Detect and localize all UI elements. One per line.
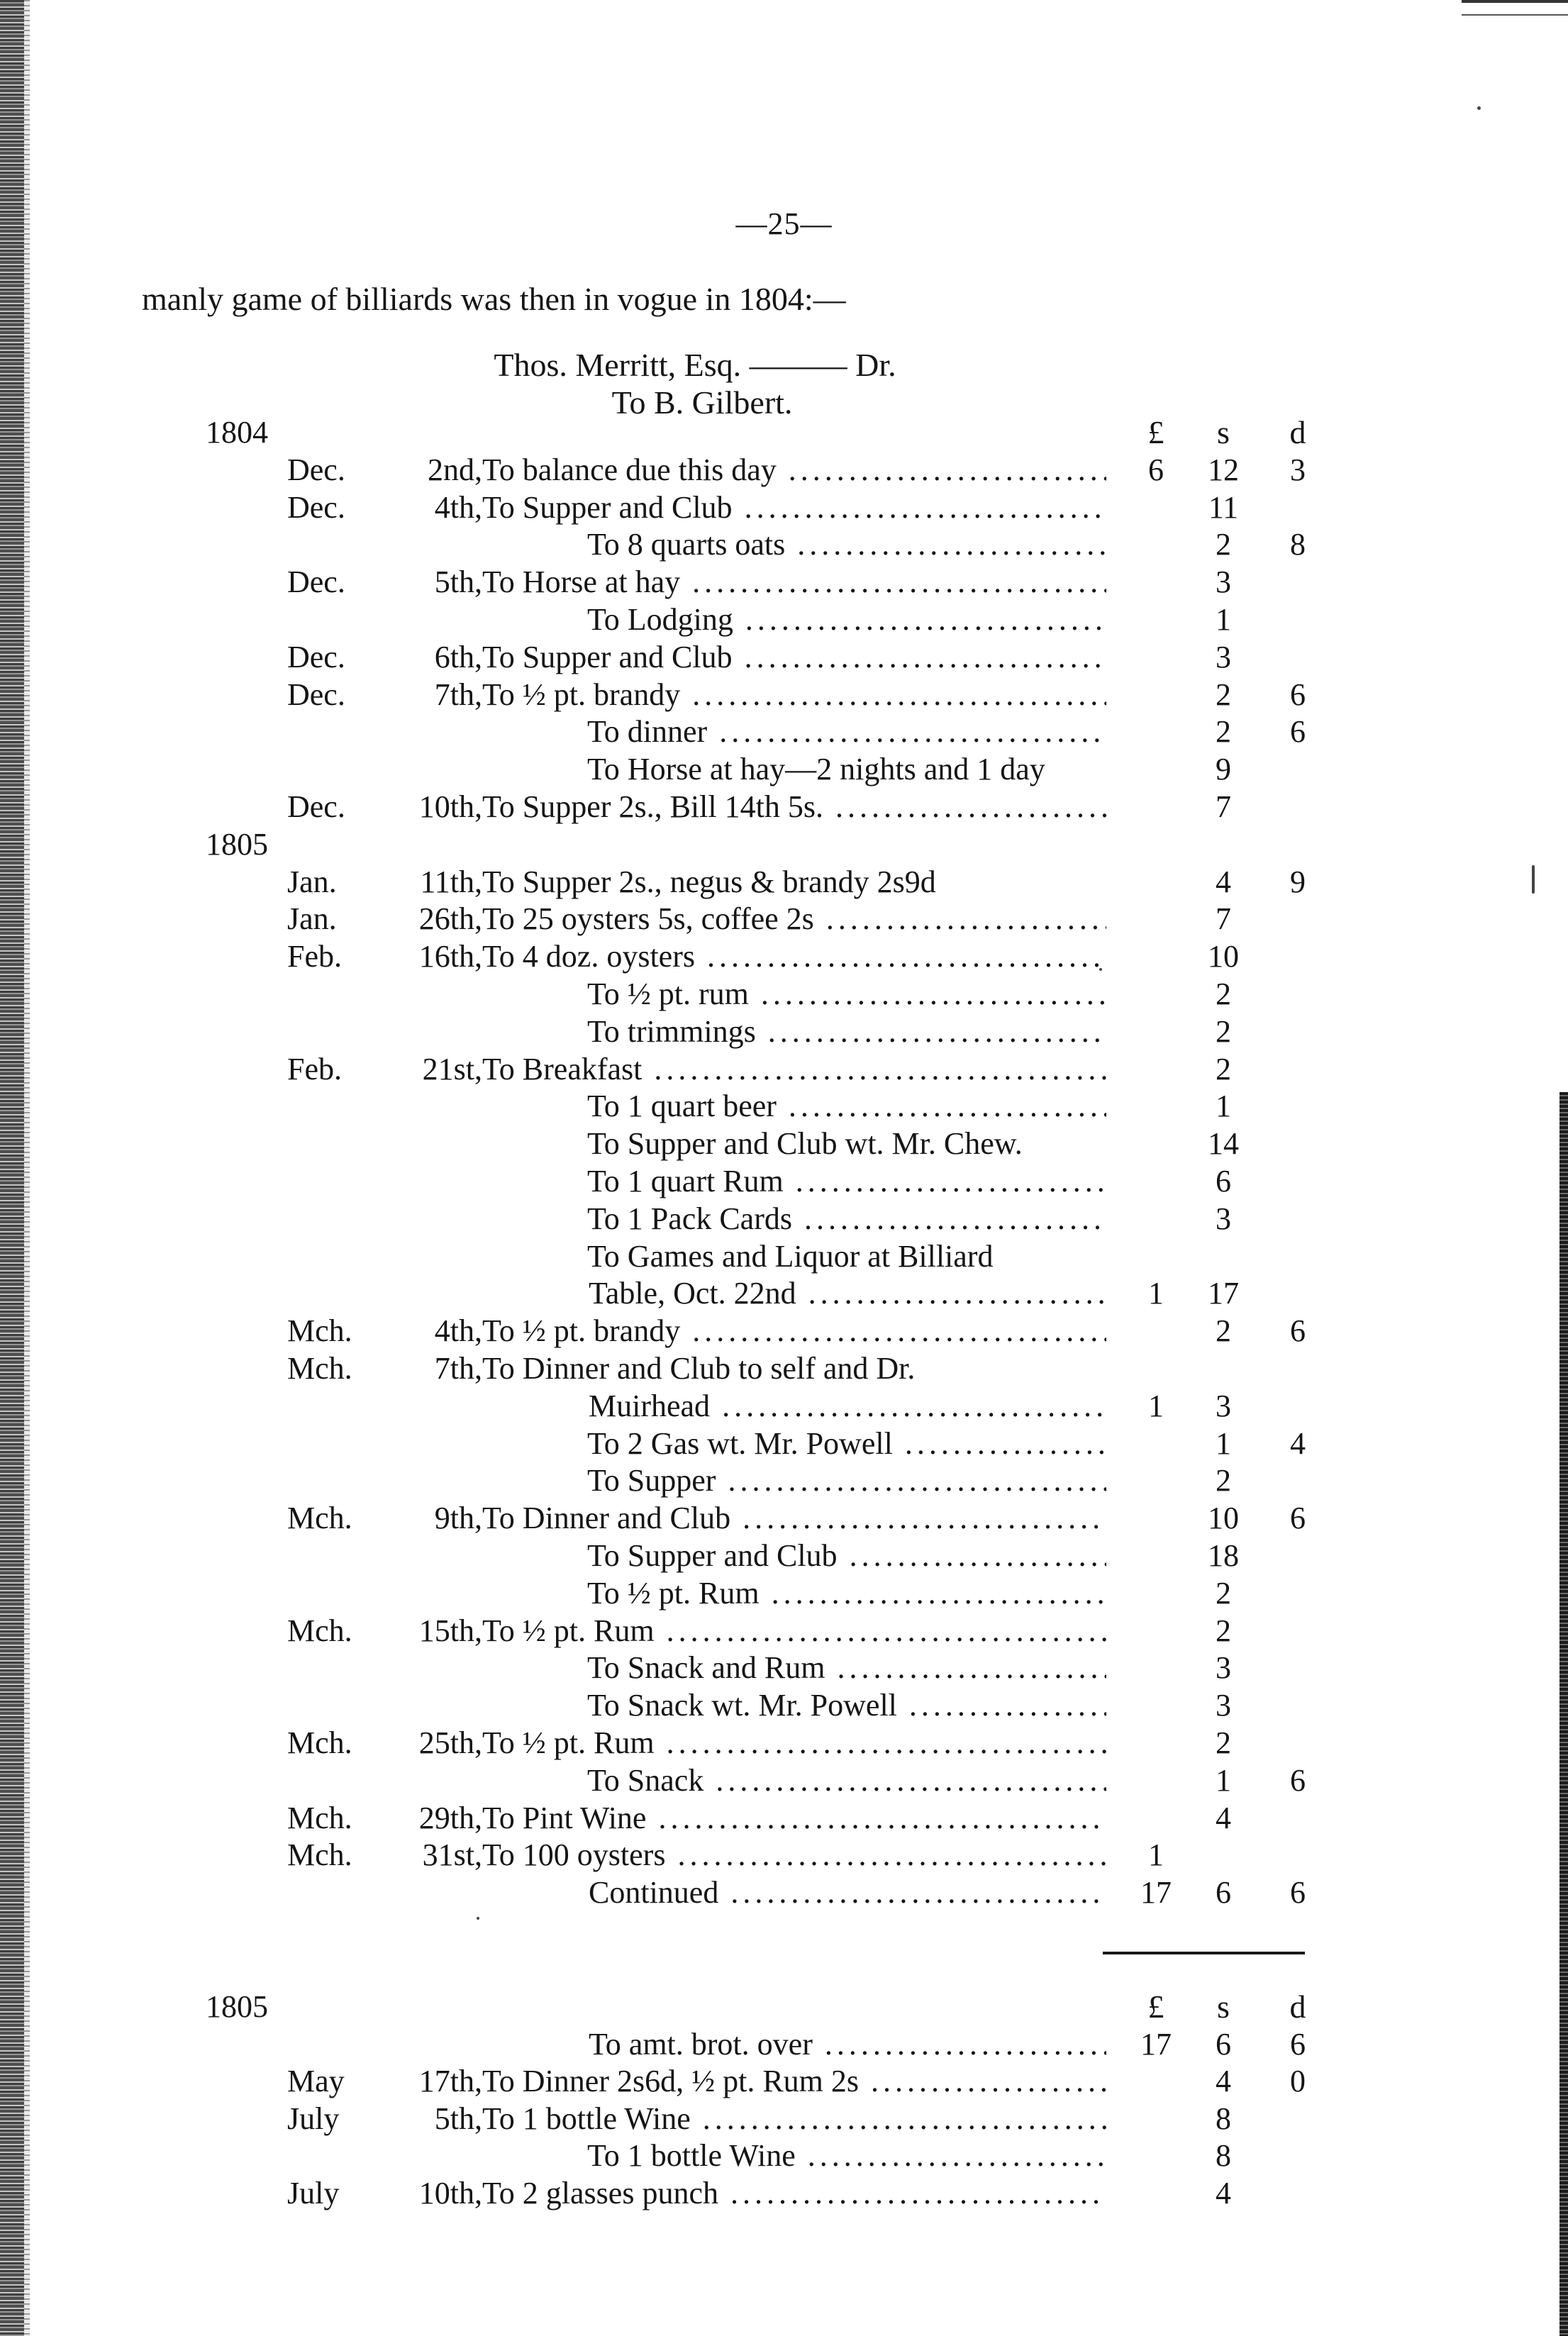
entry-description-text: To ½ pt. Rum ..... xyxy=(482,1613,1106,1648)
amount-shillings: 1 xyxy=(1216,1089,1231,1124)
amount-shillings: 1 xyxy=(1216,1762,1231,1798)
entry-description xyxy=(482,1649,1106,1687)
amount-pence: 3 xyxy=(1290,452,1306,487)
ledger-row xyxy=(0,975,1568,1013)
entry-description xyxy=(482,900,1106,938)
entry-description-text: To balance due this day ..... xyxy=(482,452,1106,487)
entry-description-text: To ½ pt. rum ..... xyxy=(482,977,1106,1011)
pounds-column-header: £ xyxy=(1147,1989,1164,2025)
amount-shillings: 6 xyxy=(1216,1164,1231,1198)
amount-shillings: 4 xyxy=(1216,2064,1231,2098)
ledger-row xyxy=(0,1200,1568,1238)
ledger-row xyxy=(0,1387,1568,1425)
entry-description-text: To Supper ..... xyxy=(482,1463,1106,1498)
entry-description xyxy=(482,676,1106,714)
entry-day: 16th, xyxy=(418,939,482,974)
entry-description-text: To ½ pt. brandy ..... xyxy=(482,677,1106,712)
amount-shillings: 2 xyxy=(1216,977,1231,1011)
pounds-column-header: £ xyxy=(1147,414,1164,450)
entry-description-text: To Supper 2s., Bill 14th 5s. ..... xyxy=(482,789,1106,824)
amount-shillings: 3 xyxy=(1216,1201,1231,1236)
ledger-row xyxy=(0,1050,1568,1089)
ledger-row xyxy=(0,1686,1568,1725)
amount-shillings: 17 xyxy=(1208,1276,1239,1311)
ledger-row xyxy=(0,525,1568,564)
amount-pence: 6 xyxy=(1290,677,1306,712)
amount-shillings: 2 xyxy=(1216,677,1231,712)
account-subheading: To B. Gilbert. xyxy=(611,384,793,421)
entry-day: 26th, xyxy=(418,901,482,937)
entry-description xyxy=(482,489,1106,527)
ledger-row xyxy=(0,1874,1568,1912)
amount-pence: 4 xyxy=(1290,1425,1306,1461)
entry-description xyxy=(482,1237,1106,1276)
shillings-column-header: s xyxy=(1217,1989,1230,2025)
entry-description xyxy=(482,1462,1106,1500)
amount-shillings: 4 xyxy=(1216,864,1231,899)
entry-description xyxy=(482,1312,1106,1350)
entry-month: Dec. xyxy=(287,789,345,824)
amount-shillings: 2 xyxy=(1216,1575,1231,1611)
ledger-row xyxy=(0,1762,1568,1800)
ledger-row xyxy=(0,676,1568,714)
entry-description xyxy=(482,1612,1106,1650)
amount-shillings: 7 xyxy=(1216,789,1231,824)
entry-day: 10th, xyxy=(418,2175,482,2210)
entry-description xyxy=(482,863,1106,901)
entry-month: Feb. xyxy=(287,939,342,974)
ledger-row xyxy=(0,2062,1568,2101)
entry-description xyxy=(482,2174,1106,2213)
amount-shillings: 3 xyxy=(1216,1388,1231,1423)
entry-day: 5th, xyxy=(434,564,482,600)
entry-month: Jan. xyxy=(287,864,337,899)
amount-pounds: 6 xyxy=(1148,452,1164,487)
entry-month: Mch. xyxy=(287,1613,352,1648)
entry-description-text: To ½ pt. brandy ..... xyxy=(482,1313,1106,1348)
entry-description-text: To 1 Pack Cards ..... xyxy=(482,1201,1106,1236)
entry-description-text: Table, Oct. 22nd ..... xyxy=(482,1276,1106,1311)
entry-day: 17th, xyxy=(418,2064,482,2098)
entry-day: 15th, xyxy=(418,1613,482,1648)
entry-description xyxy=(482,1537,1106,1575)
ledger-row xyxy=(0,451,1568,489)
entry-month: Dec. xyxy=(287,452,345,487)
amount-shillings: 10 xyxy=(1208,1501,1239,1536)
ledger-row xyxy=(0,2174,1568,2213)
entry-description xyxy=(482,2062,1106,2101)
entry-day: 21st, xyxy=(422,1051,482,1086)
entry-description-text: To 25 oysters 5s, coffee 2s ..... xyxy=(482,901,1106,936)
ledger-row xyxy=(0,1350,1568,1388)
amount-shillings: 14 xyxy=(1208,1126,1239,1162)
top-corner-rule-thin xyxy=(1462,14,1568,16)
entry-description-text: To ½ pt. Rum ..... xyxy=(482,1576,1106,1611)
entry-day: 4th, xyxy=(434,1313,482,1349)
ledger-row xyxy=(0,938,1568,976)
amount-pence: 8 xyxy=(1290,527,1306,562)
amount-pounds: 1 xyxy=(1148,1388,1164,1423)
entry-description-text: To 1 quart beer ..... xyxy=(482,1089,1106,1123)
entry-day: 31st, xyxy=(422,1837,482,1873)
entry-day: 9th, xyxy=(434,1501,482,1536)
ledger-row xyxy=(0,1537,1568,1575)
amount-pence: 6 xyxy=(1290,1501,1306,1536)
entry-description xyxy=(482,1425,1106,1463)
amount-shillings: 9 xyxy=(1216,752,1231,787)
entry-description xyxy=(482,1724,1106,1762)
entry-description-text: To 1 bottle Wine ..... xyxy=(482,2138,1106,2173)
ledger-row xyxy=(0,2137,1568,2175)
entry-description xyxy=(482,2137,1106,2175)
scan-speck xyxy=(477,1917,479,1920)
entry-description xyxy=(482,1686,1106,1725)
ledger-row xyxy=(0,1274,1568,1313)
entry-year: 1804 xyxy=(206,415,268,450)
top-corner-rule xyxy=(1462,0,1568,3)
entry-month: Dec. xyxy=(287,639,345,674)
entry-description xyxy=(482,2100,1106,2138)
amount-shillings: 2 xyxy=(1216,1613,1231,1648)
entry-month: May xyxy=(287,2064,345,2098)
entry-description-text: To 1 bottle Wine ..... xyxy=(482,2101,1106,2136)
entry-description xyxy=(482,1274,1106,1313)
entry-description-text: To 1 quart Rum ..... xyxy=(482,1164,1106,1198)
amount-shillings: 2 xyxy=(1216,527,1231,562)
ledger-row xyxy=(0,563,1568,601)
ledger-row xyxy=(0,863,1568,901)
entry-description-text: To Horse at hay ..... xyxy=(482,564,1106,599)
entry-description-text: Continued ..... xyxy=(482,1875,1106,1910)
total-rule xyxy=(1103,1952,1305,1954)
entry-description xyxy=(482,1836,1106,1874)
entry-day: 6th, xyxy=(434,639,482,674)
amount-shillings: 18 xyxy=(1208,1538,1239,1573)
amount-shillings: 4 xyxy=(1216,2175,1231,2210)
entry-description xyxy=(482,1087,1106,1125)
ledger-row xyxy=(0,1425,1568,1463)
ledger-row xyxy=(0,713,1568,751)
entry-description-text: To trimmings ..... xyxy=(482,1014,1106,1049)
amount-shillings: 11 xyxy=(1208,489,1239,525)
entry-month: Feb. xyxy=(287,1051,342,1086)
entry-description xyxy=(482,1499,1106,1537)
entry-day: 7th, xyxy=(434,1351,482,1386)
amount-pence: 6 xyxy=(1290,714,1306,750)
ledger-row xyxy=(0,825,1568,864)
ledger-row xyxy=(0,1499,1568,1537)
amount-pence: 0 xyxy=(1290,2064,1306,2098)
entry-description-text: To 4 doz. oysters ..... xyxy=(482,939,1106,974)
amount-shillings: 10 xyxy=(1208,939,1239,974)
entry-day: 29th, xyxy=(418,1800,482,1835)
amount-shillings: 1 xyxy=(1216,1425,1231,1461)
entry-month: Mch. xyxy=(287,1351,352,1386)
amount-pounds: 1 xyxy=(1148,1837,1164,1873)
entry-description-text: To Pint Wine ..... xyxy=(482,1801,1106,1835)
entry-description xyxy=(482,1200,1106,1238)
ledger-row xyxy=(0,413,1568,452)
entry-description-text: To Breakfast ..... xyxy=(482,1052,1106,1086)
entry-description xyxy=(482,451,1106,489)
entry-month: Mch. xyxy=(287,1313,352,1349)
amount-pounds: 1 xyxy=(1148,1276,1164,1311)
entry-day: 4th, xyxy=(434,489,482,525)
entry-month: Dec. xyxy=(287,677,345,712)
entry-description-text: To 100 oysters ..... xyxy=(482,1837,1106,1872)
entry-description xyxy=(482,1574,1106,1613)
amount-shillings: 2 xyxy=(1216,1725,1231,1760)
entry-description xyxy=(482,750,1106,789)
entry-description-text: To Supper and Club ..... xyxy=(482,640,1106,674)
pence-column-header: d xyxy=(1289,414,1306,450)
entry-description-text: To Games and Liquor at Billiard xyxy=(587,1238,994,1274)
entry-month: Dec. xyxy=(287,564,345,600)
entry-description-text: To Lodging ..... xyxy=(482,602,1106,637)
entry-description-text: To 2 Gas wt. Mr. Powell ..... xyxy=(482,1426,1106,1461)
entry-description xyxy=(482,1762,1106,1800)
ledger-row xyxy=(0,601,1568,639)
entry-description-text: To Supper 2s., negus & brandy 2s9d xyxy=(482,864,936,899)
entry-day: 2nd, xyxy=(428,452,482,487)
entry-description xyxy=(482,788,1106,826)
entry-description xyxy=(482,713,1106,751)
entry-description xyxy=(482,1874,1106,1912)
entry-description xyxy=(482,1125,1106,1163)
amount-shillings: 2 xyxy=(1216,1051,1231,1086)
entry-description xyxy=(482,975,1106,1013)
ledger-row xyxy=(0,1836,1568,1874)
ledger-row xyxy=(0,1799,1568,1837)
amount-pounds: 17 xyxy=(1140,1875,1172,1910)
entry-day: 10th, xyxy=(418,789,482,824)
pence-column-header: d xyxy=(1289,1989,1306,2025)
entry-description-text: To Dinner and Club ..... xyxy=(482,1501,1106,1535)
entry-month: Mch. xyxy=(287,1837,352,1873)
ledger-row xyxy=(0,1612,1568,1650)
amount-shillings: 3 xyxy=(1216,639,1231,674)
ledger-row xyxy=(0,1087,1568,1125)
entry-day: 5th, xyxy=(434,2101,482,2136)
ledger-row xyxy=(0,788,1568,826)
amount-shillings: 8 xyxy=(1216,2101,1231,2136)
entry-month: Mch. xyxy=(287,1725,352,1760)
entry-description-text: To Supper and Club ..... xyxy=(482,490,1106,525)
entry-description xyxy=(482,938,1106,976)
ledger-row xyxy=(0,2025,1568,2064)
amount-shillings: 2 xyxy=(1216,1463,1231,1498)
amount-pounds: 17 xyxy=(1140,2026,1172,2062)
entry-description-text: To Supper and Club ..... xyxy=(482,1538,1106,1573)
entry-description xyxy=(482,1162,1106,1201)
ledger-row xyxy=(0,489,1568,527)
entry-description-text: To Supper and Club wt. Mr. Chew. xyxy=(587,1126,1023,1162)
amount-shillings: 3 xyxy=(1216,564,1231,600)
ledger-row xyxy=(0,900,1568,938)
entry-description-text: To Dinner 2s6d, ½ pt. Rum 2s ..... xyxy=(482,2064,1106,2098)
amount-pence: 6 xyxy=(1290,1875,1306,1910)
entry-description-text: To Snack wt. Mr. Powell ..... xyxy=(482,1688,1106,1723)
ledger-row xyxy=(0,1724,1568,1762)
scan-speck xyxy=(1477,106,1481,110)
amount-shillings: 1 xyxy=(1216,602,1231,637)
ledger-row xyxy=(0,1462,1568,1500)
amount-shillings: 6 xyxy=(1216,2026,1231,2062)
amount-shillings: 12 xyxy=(1208,452,1239,487)
entry-description-text: To Snack and Rum ..... xyxy=(482,1650,1106,1685)
entry-day: 25th, xyxy=(418,1725,482,1760)
entry-description xyxy=(482,1799,1106,1837)
amount-shillings: 8 xyxy=(1216,2138,1231,2173)
entry-year: 1805 xyxy=(206,1989,268,2024)
ledger-row xyxy=(0,1125,1568,1163)
amount-pence: 6 xyxy=(1290,2026,1306,2062)
entry-description-text: To dinner ..... xyxy=(482,714,1106,749)
entry-description-text: To Dinner and Club to self and Dr. xyxy=(482,1351,916,1386)
ledger-row xyxy=(0,1988,1568,2026)
entry-description xyxy=(482,601,1106,639)
amount-shillings: 2 xyxy=(1216,1013,1231,1049)
ledger-row xyxy=(0,750,1568,789)
intro-text: manly game of billiards was then in vogue in 1804:— xyxy=(142,281,846,317)
ledger-row xyxy=(0,1013,1568,1051)
amount-shillings: 7 xyxy=(1216,901,1231,937)
entry-description-text: To 8 quarts oats ..... xyxy=(482,527,1106,562)
entry-year: 1805 xyxy=(206,826,268,862)
ledger-row xyxy=(0,1649,1568,1687)
shillings-column-header: s xyxy=(1217,414,1230,450)
entry-description-text: Muirhead ..... xyxy=(482,1389,1106,1423)
entry-month: July xyxy=(287,2101,340,2136)
entry-description-text: To amt. brot. over ..... xyxy=(482,2027,1106,2062)
amount-shillings: 3 xyxy=(1216,1650,1231,1686)
amount-shillings: 2 xyxy=(1216,1313,1231,1349)
entry-month: Dec. xyxy=(287,489,345,525)
entry-description xyxy=(482,525,1106,564)
page-number: —25— xyxy=(735,206,833,241)
entry-description xyxy=(482,1013,1106,1051)
ledger-row xyxy=(0,1237,1568,1276)
entry-description xyxy=(482,1350,1106,1388)
ledger-row xyxy=(0,638,1568,677)
entry-description-text: To Horse at hay—2 nights and 1 day xyxy=(587,752,1045,787)
entry-description xyxy=(482,1050,1106,1089)
amount-pence: 9 xyxy=(1290,864,1306,899)
entry-month: Mch. xyxy=(287,1800,352,1835)
amount-pence: 6 xyxy=(1290,1313,1306,1349)
amount-pence: 6 xyxy=(1290,1762,1306,1798)
entry-description xyxy=(482,638,1106,677)
entry-description xyxy=(482,1387,1106,1425)
entry-description xyxy=(482,563,1106,601)
ledger-row xyxy=(0,1574,1568,1613)
amount-shillings: 3 xyxy=(1216,1688,1231,1723)
entry-month: July xyxy=(287,2175,340,2210)
amount-shillings: 4 xyxy=(1216,1800,1231,1835)
ledger-row xyxy=(0,1312,1568,1350)
entry-description-text: To ½ pt. Rum ..... xyxy=(482,1725,1106,1760)
amount-shillings: 2 xyxy=(1216,714,1231,750)
account-heading: Thos. Merritt, Esq. ——— Dr. xyxy=(494,347,896,383)
amount-shillings: 6 xyxy=(1216,1875,1231,1910)
entry-day: 7th, xyxy=(434,677,482,712)
entry-month: Mch. xyxy=(287,1501,352,1536)
entry-month: Jan. xyxy=(287,901,337,937)
ledger-row xyxy=(0,1162,1568,1201)
entry-day: 11th, xyxy=(420,864,482,899)
ledger-row xyxy=(0,2100,1568,2138)
entry-description-text: To Snack ..... xyxy=(482,1763,1106,1798)
entry-description-text: To 2 glasses punch ..... xyxy=(482,2176,1106,2210)
entry-description xyxy=(482,2025,1106,2064)
